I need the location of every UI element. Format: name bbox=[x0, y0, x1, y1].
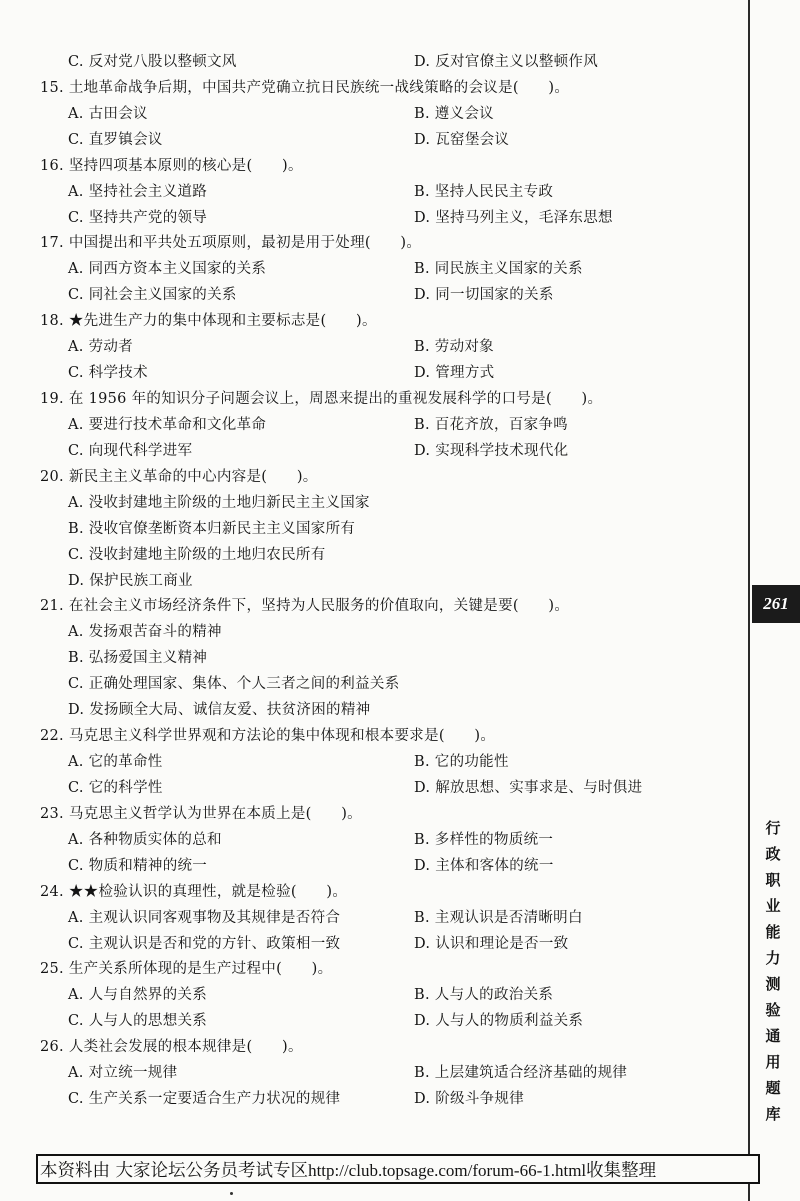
side-title-char: 业 bbox=[765, 897, 781, 915]
answer-option: A. 人与自然界的关系 bbox=[68, 987, 207, 1003]
answer-option: A. 同西方资本主义国家的关系 bbox=[68, 261, 267, 277]
answer-option: B. 多样性的物质统一 bbox=[414, 832, 554, 848]
answer-option: B. 上层建筑适合经济基础的规律 bbox=[414, 1065, 628, 1081]
answer-option: D. 保护民族工商业 bbox=[68, 573, 193, 589]
answer-option: B. 劳动对象 bbox=[414, 339, 494, 355]
answer-option: B. 遵义会议 bbox=[414, 106, 494, 122]
side-title-char: 验 bbox=[765, 1001, 781, 1019]
answer-option: B. 主观认识是否清晰明白 bbox=[414, 910, 583, 926]
answer-option: A. 劳动者 bbox=[68, 339, 133, 355]
answer-option: A. 要进行技术革命和文化革命 bbox=[68, 417, 267, 433]
side-title-char: 库 bbox=[765, 1105, 781, 1123]
answer-option: D. 主体和客体的统一 bbox=[414, 858, 554, 874]
answer-option: D. 发扬顾全大局、诚信友爱、扶贫济困的精神 bbox=[68, 702, 371, 718]
side-title-char: 职 bbox=[765, 871, 781, 889]
side-title-char: 行 bbox=[765, 819, 781, 837]
answer-option: A. 各种物质实体的总和 bbox=[68, 832, 222, 848]
answer-option: D. 人与人的物质利益关系 bbox=[414, 1013, 584, 1029]
question-stem: 22. 马克思主义科学世界观和方法论的集中体现和根本要求是( )。 bbox=[40, 728, 496, 744]
side-title-char: 题 bbox=[765, 1079, 781, 1097]
answer-option: A. 它的革命性 bbox=[68, 754, 163, 770]
answer-option: A. 没收封建地主阶级的土地归新民主主义国家 bbox=[68, 495, 370, 511]
scan-dot bbox=[230, 1192, 233, 1195]
answer-option: C. 直罗镇会议 bbox=[68, 132, 163, 148]
answer-option: C. 主观认识是否和党的方针、政策相一致 bbox=[68, 936, 341, 952]
answer-option: D. 解放思想、实事求是、与时俱进 bbox=[414, 780, 643, 796]
question-stem: 18. ★先进生产力的集中体现和主要标志是( )。 bbox=[40, 313, 377, 329]
side-book-title bbox=[758, 815, 788, 1127]
answer-option: C. 生产关系一定要适合生产力状况的规律 bbox=[68, 1091, 341, 1107]
side-title-char: 政 bbox=[765, 845, 781, 863]
answer-option: D. 瓦窑堡会议 bbox=[414, 132, 510, 148]
answer-option: C. 向现代科学进军 bbox=[68, 443, 193, 459]
question-stem: 21. 在社会主义市场经济条件下，坚持为人民服务的价值取向，关键是要( )。 bbox=[40, 598, 570, 614]
answer-option: C. 物质和精神的统一 bbox=[68, 858, 208, 874]
answer-option: A. 发扬艰苦奋斗的精神 bbox=[68, 624, 222, 640]
answer-option: B. 没收官僚垄断资本归新民主主义国家所有 bbox=[68, 521, 356, 537]
answer-option: D. 实现科学技术现代化 bbox=[414, 443, 569, 459]
answer-option: B. 同民族主义国家的关系 bbox=[414, 261, 583, 277]
question-stem: 24. ★★检验认识的真理性，就是检验( )。 bbox=[40, 884, 348, 900]
answer-option: D. 反对官僚主义以整顿作风 bbox=[414, 54, 599, 70]
answer-option: D. 阶级斗争规律 bbox=[414, 1091, 525, 1107]
answer-option: B. 弘扬爱国主义精神 bbox=[68, 650, 208, 666]
answer-option: B. 它的功能性 bbox=[414, 754, 509, 770]
side-title-char: 力 bbox=[765, 949, 781, 967]
question-stem: 25. 生产关系所体现的是生产过程中( )。 bbox=[40, 961, 333, 977]
answer-option: C. 坚持共产党的领导 bbox=[68, 210, 208, 226]
answer-option: A. 古田会议 bbox=[68, 106, 148, 122]
margin-rule bbox=[748, 0, 750, 1201]
footer-prefix: 本资料由 大家论坛公务员考试专区 bbox=[40, 1161, 309, 1181]
question-stem: 19. 在 1956 年的知识分子问题会议上，周恩来提出的重视发展科学的口号是( )。 bbox=[40, 391, 603, 407]
side-title-char: 通 bbox=[765, 1027, 781, 1045]
answer-option: A. 主观认识同客观事物及其规律是否符合 bbox=[68, 910, 341, 926]
page-number-tab: 261 bbox=[752, 585, 800, 623]
footer-banner bbox=[36, 1154, 760, 1184]
footer-suffix: 收集整理 bbox=[586, 1161, 657, 1181]
answer-option: B. 人与人的政治关系 bbox=[414, 987, 554, 1003]
answer-option: C. 正确处理国家、集体、个人三者之间的利益关系 bbox=[68, 676, 400, 692]
answer-option: D. 坚持马列主义，毛泽东思想 bbox=[414, 210, 613, 226]
answer-option: D. 认识和理论是否一致 bbox=[414, 936, 569, 952]
side-title-char: 测 bbox=[765, 975, 781, 993]
answer-option: A. 坚持社会主义道路 bbox=[68, 184, 207, 200]
answer-option: D. 同一切国家的关系 bbox=[414, 287, 554, 303]
answer-option: D. 管理方式 bbox=[414, 365, 495, 381]
side-title-char: 能 bbox=[765, 923, 781, 941]
answer-option: B. 百花齐放，百家争鸣 bbox=[414, 417, 568, 433]
answer-option: C. 科学技术 bbox=[68, 365, 148, 381]
question-stem: 16. 坚持四项基本原则的核心是( )。 bbox=[40, 158, 303, 174]
answer-option: C. 它的科学性 bbox=[68, 780, 163, 796]
question-stem: 20. 新民主主义革命的中心内容是( )。 bbox=[40, 469, 318, 485]
footer-url[interactable]: http://club.topsage.com/forum-66-1.html bbox=[308, 1161, 587, 1180]
question-stem: 23. 马克思主义哲学认为世界在本质上是( )。 bbox=[40, 806, 362, 822]
answer-option: A. 对立统一规律 bbox=[68, 1065, 178, 1081]
answer-option: B. 坚持人民民主专政 bbox=[414, 184, 554, 200]
question-stem: 26. 人类社会发展的根本规律是( )。 bbox=[40, 1039, 303, 1055]
answer-option: C. 反对党八股以整顿文风 bbox=[68, 54, 237, 70]
answer-option: C. 人与人的思想关系 bbox=[68, 1013, 208, 1029]
answer-option: C. 没收封建地主阶级的土地归农民所有 bbox=[68, 547, 326, 563]
question-stem: 17. 中国提出和平共处五项原则，最初是用于处理( )。 bbox=[40, 235, 422, 251]
side-title-char: 用 bbox=[765, 1053, 781, 1071]
answer-option: C. 同社会主义国家的关系 bbox=[68, 287, 237, 303]
question-stem: 15. 土地革命战争后期，中国共产党确立抗日民族统一战线策略的会议是( )。 bbox=[40, 80, 570, 96]
